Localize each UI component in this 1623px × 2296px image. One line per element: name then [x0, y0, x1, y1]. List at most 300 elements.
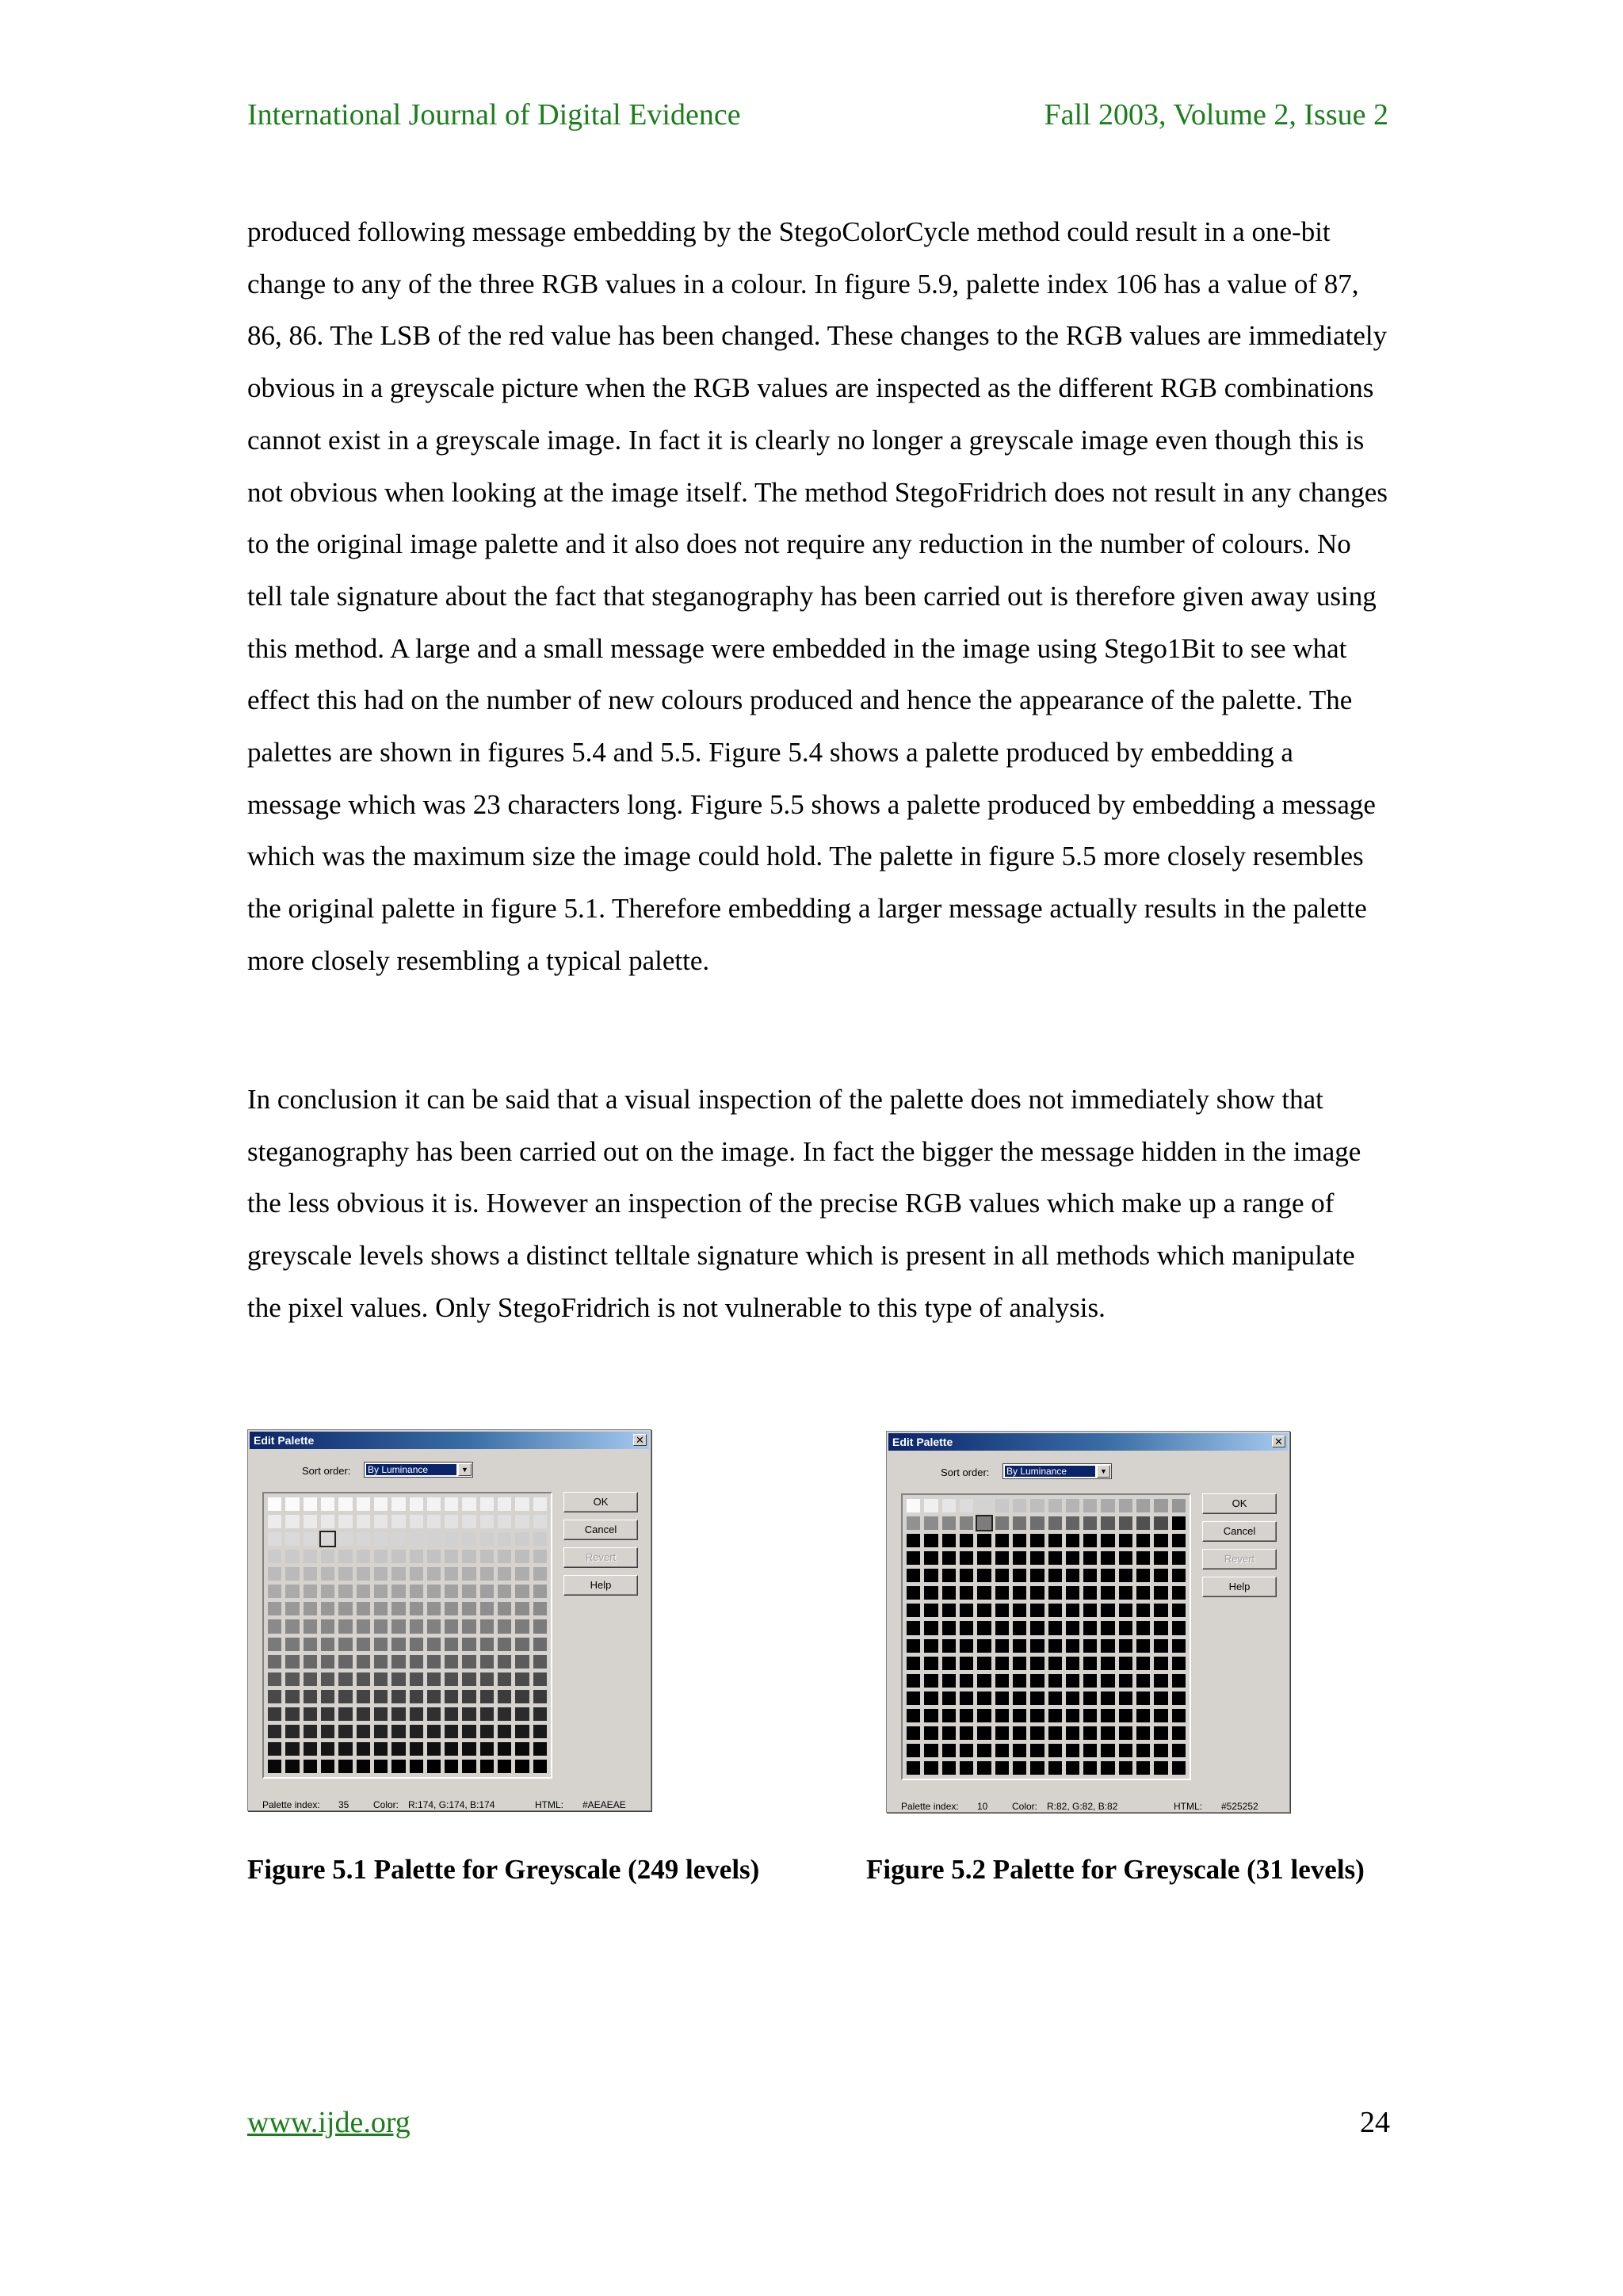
palette-swatch[interactable]: [462, 1550, 475, 1563]
palette-swatch[interactable]: [391, 1585, 405, 1598]
palette-swatch[interactable]: [285, 1515, 299, 1528]
palette-swatch[interactable]: [480, 1497, 494, 1511]
palette-swatch[interactable]: [1154, 1621, 1167, 1634]
palette-swatch[interactable]: [1083, 1744, 1097, 1757]
palette-swatch[interactable]: [907, 1569, 920, 1582]
palette-swatch[interactable]: [995, 1657, 1009, 1670]
palette-swatch[interactable]: [1101, 1744, 1114, 1757]
palette-swatch[interactable]: [924, 1516, 938, 1530]
palette-swatch[interactable]: [374, 1532, 388, 1546]
palette-swatch[interactable]: [515, 1585, 529, 1598]
palette-swatch[interactable]: [1154, 1534, 1167, 1547]
palette-swatch[interactable]: [480, 1532, 494, 1546]
palette-swatch[interactable]: [1048, 1604, 1062, 1617]
palette-swatch[interactable]: [1066, 1586, 1079, 1600]
palette-swatch[interactable]: [357, 1585, 370, 1598]
palette-swatch[interactable]: [924, 1551, 938, 1565]
palette-swatch[interactable]: [1136, 1604, 1150, 1617]
palette-swatch[interactable]: [357, 1655, 370, 1669]
palette-swatch[interactable]: [1172, 1709, 1186, 1722]
palette-swatch[interactable]: [1136, 1534, 1150, 1547]
palette-swatch[interactable]: [942, 1761, 956, 1775]
palette-swatch[interactable]: [374, 1742, 388, 1756]
palette-swatch[interactable]: [1083, 1639, 1097, 1653]
palette-swatch[interactable]: [1172, 1586, 1186, 1600]
palette-swatch[interactable]: [268, 1707, 281, 1721]
palette-swatch[interactable]: [462, 1690, 475, 1703]
palette-swatch[interactable]: [304, 1515, 317, 1528]
palette-swatch[interactable]: [480, 1602, 494, 1615]
palette-swatch[interactable]: [374, 1760, 388, 1773]
palette-swatch[interactable]: [338, 1515, 352, 1528]
palette-swatch[interactable]: [480, 1690, 494, 1703]
palette-swatch[interactable]: [1101, 1604, 1114, 1617]
palette-swatch[interactable]: [1030, 1604, 1044, 1617]
palette-swatch[interactable]: [1066, 1516, 1079, 1530]
palette-swatch[interactable]: [462, 1760, 475, 1773]
palette-swatch[interactable]: [907, 1499, 920, 1512]
palette-swatch[interactable]: [268, 1532, 281, 1546]
palette-swatch[interactable]: [907, 1551, 920, 1565]
palette-swatch[interactable]: [268, 1690, 281, 1703]
palette-swatch[interactable]: [338, 1550, 352, 1563]
palette-swatch[interactable]: [304, 1690, 317, 1703]
palette-swatch[interactable]: [942, 1499, 956, 1512]
palette-swatch[interactable]: [410, 1585, 423, 1598]
palette-swatch[interactable]: [942, 1639, 956, 1653]
palette-swatch[interactable]: [480, 1707, 494, 1721]
palette-swatch[interactable]: [1172, 1691, 1186, 1705]
palette-swatch[interactable]: [924, 1726, 938, 1740]
palette-swatch[interactable]: [1154, 1709, 1167, 1722]
palette-swatch[interactable]: [427, 1619, 441, 1633]
palette-swatch[interactable]: [480, 1550, 494, 1563]
palette-swatch[interactable]: [445, 1532, 458, 1546]
palette-swatch[interactable]: [445, 1638, 458, 1651]
palette-swatch[interactable]: [977, 1657, 991, 1670]
palette-swatch[interactable]: [498, 1742, 511, 1756]
close-icon[interactable]: ✕: [633, 1434, 647, 1446]
palette-swatch[interactable]: [515, 1742, 529, 1756]
palette-swatch[interactable]: [977, 1761, 991, 1775]
palette-swatch[interactable]: [1013, 1534, 1026, 1547]
palette-swatch[interactable]: [285, 1602, 299, 1615]
palette-swatch[interactable]: [533, 1690, 547, 1703]
palette-swatch[interactable]: [357, 1742, 370, 1756]
palette-swatch[interactable]: [374, 1567, 388, 1581]
palette-swatch[interactable]: [1048, 1621, 1062, 1634]
palette-swatch[interactable]: [391, 1602, 405, 1615]
palette-swatch[interactable]: [1013, 1569, 1026, 1582]
palette-swatch[interactable]: [995, 1499, 1009, 1512]
palette-swatch[interactable]: [445, 1550, 458, 1563]
palette-swatch[interactable]: [410, 1515, 423, 1528]
palette-swatch[interactable]: [977, 1744, 991, 1757]
palette-swatch[interactable]: [427, 1707, 441, 1721]
palette-swatch[interactable]: [1136, 1551, 1150, 1565]
palette-swatch[interactable]: [480, 1515, 494, 1528]
palette-swatch[interactable]: [304, 1655, 317, 1669]
palette-swatch[interactable]: [427, 1760, 441, 1773]
palette-swatch[interactable]: [374, 1707, 388, 1721]
palette-swatch[interactable]: [1030, 1499, 1044, 1512]
palette-swatch[interactable]: [304, 1760, 317, 1773]
palette-swatch[interactable]: [995, 1534, 1009, 1547]
palette-swatch[interactable]: [515, 1638, 529, 1651]
palette-swatch[interactable]: [1119, 1534, 1132, 1547]
palette-swatch[interactable]: [1119, 1621, 1132, 1634]
palette-swatch[interactable]: [410, 1550, 423, 1563]
palette-swatch[interactable]: [427, 1497, 441, 1511]
palette-swatch[interactable]: [1172, 1761, 1186, 1775]
palette-swatch[interactable]: [924, 1674, 938, 1688]
palette-swatch[interactable]: [1048, 1674, 1062, 1688]
palette-swatch[interactable]: [338, 1760, 352, 1773]
palette-swatch[interactable]: [907, 1674, 920, 1688]
palette-swatch[interactable]: [427, 1638, 441, 1651]
palette-swatch[interactable]: [304, 1497, 317, 1511]
palette-swatch[interactable]: [1101, 1499, 1114, 1512]
palette-swatch[interactable]: [374, 1672, 388, 1686]
palette-swatch[interactable]: [1119, 1674, 1132, 1688]
palette-swatch[interactable]: [533, 1707, 547, 1721]
cancel-button[interactable]: Cancel: [1202, 1521, 1277, 1542]
palette-swatch[interactable]: [1119, 1709, 1132, 1722]
palette-swatch[interactable]: [321, 1672, 334, 1686]
palette-swatch[interactable]: [285, 1619, 299, 1633]
palette-swatch[interactable]: [960, 1657, 973, 1670]
palette-swatch[interactable]: [995, 1726, 1009, 1740]
palette-swatch[interactable]: [977, 1621, 991, 1634]
palette-swatch[interactable]: [285, 1638, 299, 1651]
palette-swatch[interactable]: [1013, 1586, 1026, 1600]
palette-swatch[interactable]: [445, 1602, 458, 1615]
palette-swatch[interactable]: [1083, 1657, 1097, 1670]
palette-swatch[interactable]: [427, 1532, 441, 1546]
palette-swatch[interactable]: [1101, 1569, 1114, 1582]
palette-swatch[interactable]: [357, 1497, 370, 1511]
palette-swatch[interactable]: [533, 1655, 547, 1669]
palette-grid[interactable]: [262, 1492, 552, 1779]
palette-swatch[interactable]: [977, 1691, 991, 1705]
palette-swatch[interactable]: [304, 1707, 317, 1721]
palette-swatch[interactable]: [391, 1515, 405, 1528]
palette-swatch[interactable]: [1066, 1691, 1079, 1705]
close-icon[interactable]: ✕: [1272, 1436, 1285, 1447]
palette-swatch[interactable]: [338, 1619, 352, 1633]
palette-swatch[interactable]: [462, 1619, 475, 1633]
palette-grid[interactable]: [901, 1493, 1191, 1780]
palette-swatch[interactable]: [1013, 1674, 1026, 1688]
palette-swatch[interactable]: [1119, 1744, 1132, 1757]
palette-swatch[interactable]: [480, 1742, 494, 1756]
palette-swatch[interactable]: [1048, 1586, 1062, 1600]
palette-swatch[interactable]: [533, 1585, 547, 1598]
palette-swatch[interactable]: [268, 1655, 281, 1669]
palette-swatch[interactable]: [462, 1742, 475, 1756]
palette-swatch[interactable]: [515, 1672, 529, 1686]
palette-swatch[interactable]: [1066, 1761, 1079, 1775]
palette-swatch[interactable]: [1154, 1639, 1167, 1653]
palette-swatch[interactable]: [907, 1586, 920, 1600]
palette-swatch[interactable]: [338, 1707, 352, 1721]
palette-swatch[interactable]: [1030, 1674, 1044, 1688]
palette-swatch[interactable]: [1013, 1726, 1026, 1740]
palette-swatch[interactable]: [1101, 1534, 1114, 1547]
palette-swatch[interactable]: [268, 1672, 281, 1686]
palette-swatch[interactable]: [960, 1621, 973, 1634]
palette-swatch[interactable]: [977, 1709, 991, 1722]
palette-swatch[interactable]: [907, 1639, 920, 1653]
palette-swatch[interactable]: [268, 1550, 281, 1563]
palette-swatch[interactable]: [1101, 1726, 1114, 1740]
palette-swatch[interactable]: [960, 1551, 973, 1565]
palette-swatch[interactable]: [515, 1619, 529, 1633]
palette-swatch[interactable]: [1048, 1744, 1062, 1757]
palette-swatch[interactable]: [1101, 1516, 1114, 1530]
palette-swatch[interactable]: [1119, 1726, 1132, 1740]
palette-swatch[interactable]: [1066, 1569, 1079, 1582]
palette-swatch[interactable]: [357, 1515, 370, 1528]
palette-swatch[interactable]: [942, 1569, 956, 1582]
palette-swatch[interactable]: [1013, 1604, 1026, 1617]
palette-swatch[interactable]: [498, 1638, 511, 1651]
palette-swatch[interactable]: [515, 1760, 529, 1773]
palette-swatch[interactable]: [1030, 1534, 1044, 1547]
palette-swatch[interactable]: [995, 1621, 1009, 1634]
help-button[interactable]: Help: [563, 1575, 638, 1596]
palette-swatch[interactable]: [960, 1499, 973, 1512]
palette-swatch[interactable]: [977, 1726, 991, 1740]
palette-swatch[interactable]: [995, 1516, 1009, 1530]
palette-swatch[interactable]: [960, 1726, 973, 1740]
palette-swatch[interactable]: [942, 1674, 956, 1688]
palette-swatch[interactable]: [924, 1709, 938, 1722]
palette-swatch[interactable]: [1013, 1639, 1026, 1653]
palette-swatch[interactable]: [1154, 1674, 1167, 1688]
palette-swatch[interactable]: [285, 1550, 299, 1563]
palette-swatch[interactable]: [285, 1725, 299, 1738]
palette-swatch[interactable]: [427, 1655, 441, 1669]
palette-swatch[interactable]: [338, 1742, 352, 1756]
palette-swatch[interactable]: [321, 1638, 334, 1651]
palette-swatch[interactable]: [1101, 1709, 1114, 1722]
palette-swatch[interactable]: [907, 1657, 920, 1670]
palette-swatch[interactable]: [338, 1567, 352, 1581]
palette-swatch[interactable]: [1083, 1499, 1097, 1512]
palette-swatch[interactable]: [1136, 1499, 1150, 1512]
palette-swatch[interactable]: [410, 1655, 423, 1669]
palette-swatch[interactable]: [445, 1567, 458, 1581]
palette-swatch[interactable]: [285, 1690, 299, 1703]
palette-swatch[interactable]: [462, 1638, 475, 1651]
palette-swatch[interactable]: [445, 1725, 458, 1738]
palette-swatch[interactable]: [1101, 1551, 1114, 1565]
palette-swatch[interactable]: [410, 1742, 423, 1756]
palette-swatch[interactable]: [1066, 1709, 1079, 1722]
palette-swatch[interactable]: [1172, 1639, 1186, 1653]
help-button[interactable]: Help: [1202, 1577, 1277, 1597]
palette-swatch[interactable]: [924, 1586, 938, 1600]
palette-swatch[interactable]: [445, 1742, 458, 1756]
palette-swatch[interactable]: [924, 1761, 938, 1775]
palette-swatch[interactable]: [268, 1515, 281, 1528]
palette-swatch[interactable]: [1119, 1639, 1132, 1653]
palette-swatch[interactable]: [1030, 1726, 1044, 1740]
palette-swatch[interactable]: [533, 1515, 547, 1528]
palette-swatch[interactable]: [374, 1619, 388, 1633]
palette-swatch[interactable]: [1030, 1657, 1044, 1670]
palette-swatch[interactable]: [427, 1742, 441, 1756]
palette-swatch[interactable]: [1048, 1534, 1062, 1547]
palette-swatch[interactable]: [1066, 1534, 1079, 1547]
palette-swatch[interactable]: [480, 1672, 494, 1686]
palette-swatch[interactable]: [357, 1725, 370, 1738]
palette-swatch[interactable]: [1119, 1657, 1132, 1670]
palette-swatch[interactable]: [1101, 1761, 1114, 1775]
palette-swatch[interactable]: [304, 1742, 317, 1756]
palette-swatch[interactable]: [1013, 1516, 1026, 1530]
palette-swatch[interactable]: [907, 1516, 920, 1530]
palette-swatch[interactable]: [338, 1497, 352, 1511]
palette-swatch[interactable]: [321, 1585, 334, 1598]
palette-swatch[interactable]: [285, 1655, 299, 1669]
palette-swatch[interactable]: [1048, 1726, 1062, 1740]
palette-swatch[interactable]: [1048, 1691, 1062, 1705]
palette-swatch[interactable]: [1154, 1744, 1167, 1757]
palette-swatch[interactable]: [498, 1585, 511, 1598]
palette-swatch[interactable]: [391, 1742, 405, 1756]
palette-swatch[interactable]: [995, 1674, 1009, 1688]
palette-swatch[interactable]: [1066, 1551, 1079, 1565]
palette-swatch[interactable]: [1048, 1639, 1062, 1653]
palette-swatch[interactable]: [1172, 1569, 1186, 1582]
palette-swatch[interactable]: [498, 1760, 511, 1773]
palette-swatch[interactable]: [1119, 1516, 1132, 1530]
palette-swatch[interactable]: [1172, 1499, 1186, 1512]
palette-swatch[interactable]: [533, 1567, 547, 1581]
palette-swatch[interactable]: [391, 1707, 405, 1721]
palette-swatch[interactable]: [977, 1604, 991, 1617]
palette-swatch[interactable]: [1048, 1551, 1062, 1565]
palette-swatch[interactable]: [338, 1585, 352, 1598]
palette-swatch[interactable]: [427, 1567, 441, 1581]
palette-swatch[interactable]: [480, 1638, 494, 1651]
palette-swatch[interactable]: [462, 1585, 475, 1598]
palette-swatch[interactable]: [445, 1585, 458, 1598]
palette-swatch[interactable]: [977, 1534, 991, 1547]
palette-swatch[interactable]: [498, 1567, 511, 1581]
palette-swatch[interactable]: [498, 1690, 511, 1703]
palette-swatch[interactable]: [304, 1672, 317, 1686]
palette-swatch[interactable]: [321, 1619, 334, 1633]
chevron-down-icon[interactable]: ▼: [1097, 1465, 1110, 1478]
palette-swatch[interactable]: [1030, 1569, 1044, 1582]
palette-swatch[interactable]: [391, 1672, 405, 1686]
palette-swatch[interactable]: [960, 1569, 973, 1582]
palette-swatch[interactable]: [410, 1532, 423, 1546]
palette-swatch[interactable]: [462, 1532, 475, 1546]
palette-swatch[interactable]: [533, 1725, 547, 1738]
palette-swatch[interactable]: [498, 1655, 511, 1669]
palette-swatch[interactable]: [462, 1672, 475, 1686]
palette-swatch[interactable]: [1154, 1691, 1167, 1705]
palette-swatch[interactable]: [942, 1621, 956, 1634]
palette-swatch[interactable]: [321, 1515, 334, 1528]
palette-swatch[interactable]: [960, 1674, 973, 1688]
palette-swatch[interactable]: [304, 1532, 317, 1546]
sort-order-select[interactable]: [364, 1462, 473, 1478]
palette-swatch[interactable]: [924, 1657, 938, 1670]
palette-swatch[interactable]: [995, 1569, 1009, 1582]
palette-swatch[interactable]: [338, 1638, 352, 1651]
palette-swatch[interactable]: [374, 1602, 388, 1615]
palette-swatch[interactable]: [1136, 1709, 1150, 1722]
palette-swatch[interactable]: [268, 1585, 281, 1598]
palette-swatch[interactable]: [1154, 1551, 1167, 1565]
palette-swatch[interactable]: [1154, 1604, 1167, 1617]
palette-swatch[interactable]: [480, 1619, 494, 1633]
palette-swatch[interactable]: [480, 1725, 494, 1738]
palette-swatch[interactable]: [268, 1742, 281, 1756]
palette-swatch[interactable]: [1030, 1761, 1044, 1775]
palette-swatch[interactable]: [338, 1672, 352, 1686]
palette-swatch[interactable]: [515, 1725, 529, 1738]
palette-swatch[interactable]: [321, 1567, 334, 1581]
palette-swatch[interactable]: [960, 1516, 973, 1530]
palette-swatch[interactable]: [1119, 1691, 1132, 1705]
palette-swatch[interactable]: [1013, 1691, 1026, 1705]
palette-swatch[interactable]: [462, 1602, 475, 1615]
palette-swatch[interactable]: [924, 1639, 938, 1653]
palette-swatch[interactable]: [1154, 1657, 1167, 1670]
palette-swatch[interactable]: [533, 1619, 547, 1633]
palette-swatch[interactable]: [357, 1707, 370, 1721]
palette-swatch[interactable]: [321, 1532, 334, 1546]
palette-swatch[interactable]: [285, 1585, 299, 1598]
palette-swatch[interactable]: [1048, 1499, 1062, 1512]
palette-swatch[interactable]: [321, 1760, 334, 1773]
palette-swatch[interactable]: [1154, 1499, 1167, 1512]
palette-swatch[interactable]: [907, 1604, 920, 1617]
palette-swatch[interactable]: [480, 1655, 494, 1669]
palette-swatch[interactable]: [445, 1760, 458, 1773]
palette-swatch[interactable]: [1030, 1551, 1044, 1565]
palette-swatch[interactable]: [285, 1672, 299, 1686]
palette-swatch[interactable]: [533, 1742, 547, 1756]
palette-swatch[interactable]: [1101, 1657, 1114, 1670]
palette-swatch[interactable]: [304, 1602, 317, 1615]
palette-swatch[interactable]: [498, 1550, 511, 1563]
palette-swatch[interactable]: [1030, 1586, 1044, 1600]
palette-swatch[interactable]: [498, 1707, 511, 1721]
palette-swatch[interactable]: [907, 1744, 920, 1757]
palette-swatch[interactable]: [1083, 1604, 1097, 1617]
palette-swatch[interactable]: [960, 1709, 973, 1722]
palette-swatch[interactable]: [977, 1674, 991, 1688]
palette-swatch[interactable]: [1048, 1709, 1062, 1722]
palette-swatch[interactable]: [498, 1497, 511, 1511]
palette-swatch[interactable]: [1048, 1569, 1062, 1582]
palette-swatch[interactable]: [304, 1550, 317, 1563]
palette-swatch[interactable]: [1066, 1744, 1079, 1757]
palette-swatch[interactable]: [1154, 1726, 1167, 1740]
palette-swatch[interactable]: [1066, 1621, 1079, 1634]
palette-swatch[interactable]: [960, 1639, 973, 1653]
palette-swatch[interactable]: [1083, 1726, 1097, 1740]
palette-swatch[interactable]: [304, 1567, 317, 1581]
palette-swatch[interactable]: [1066, 1499, 1079, 1512]
